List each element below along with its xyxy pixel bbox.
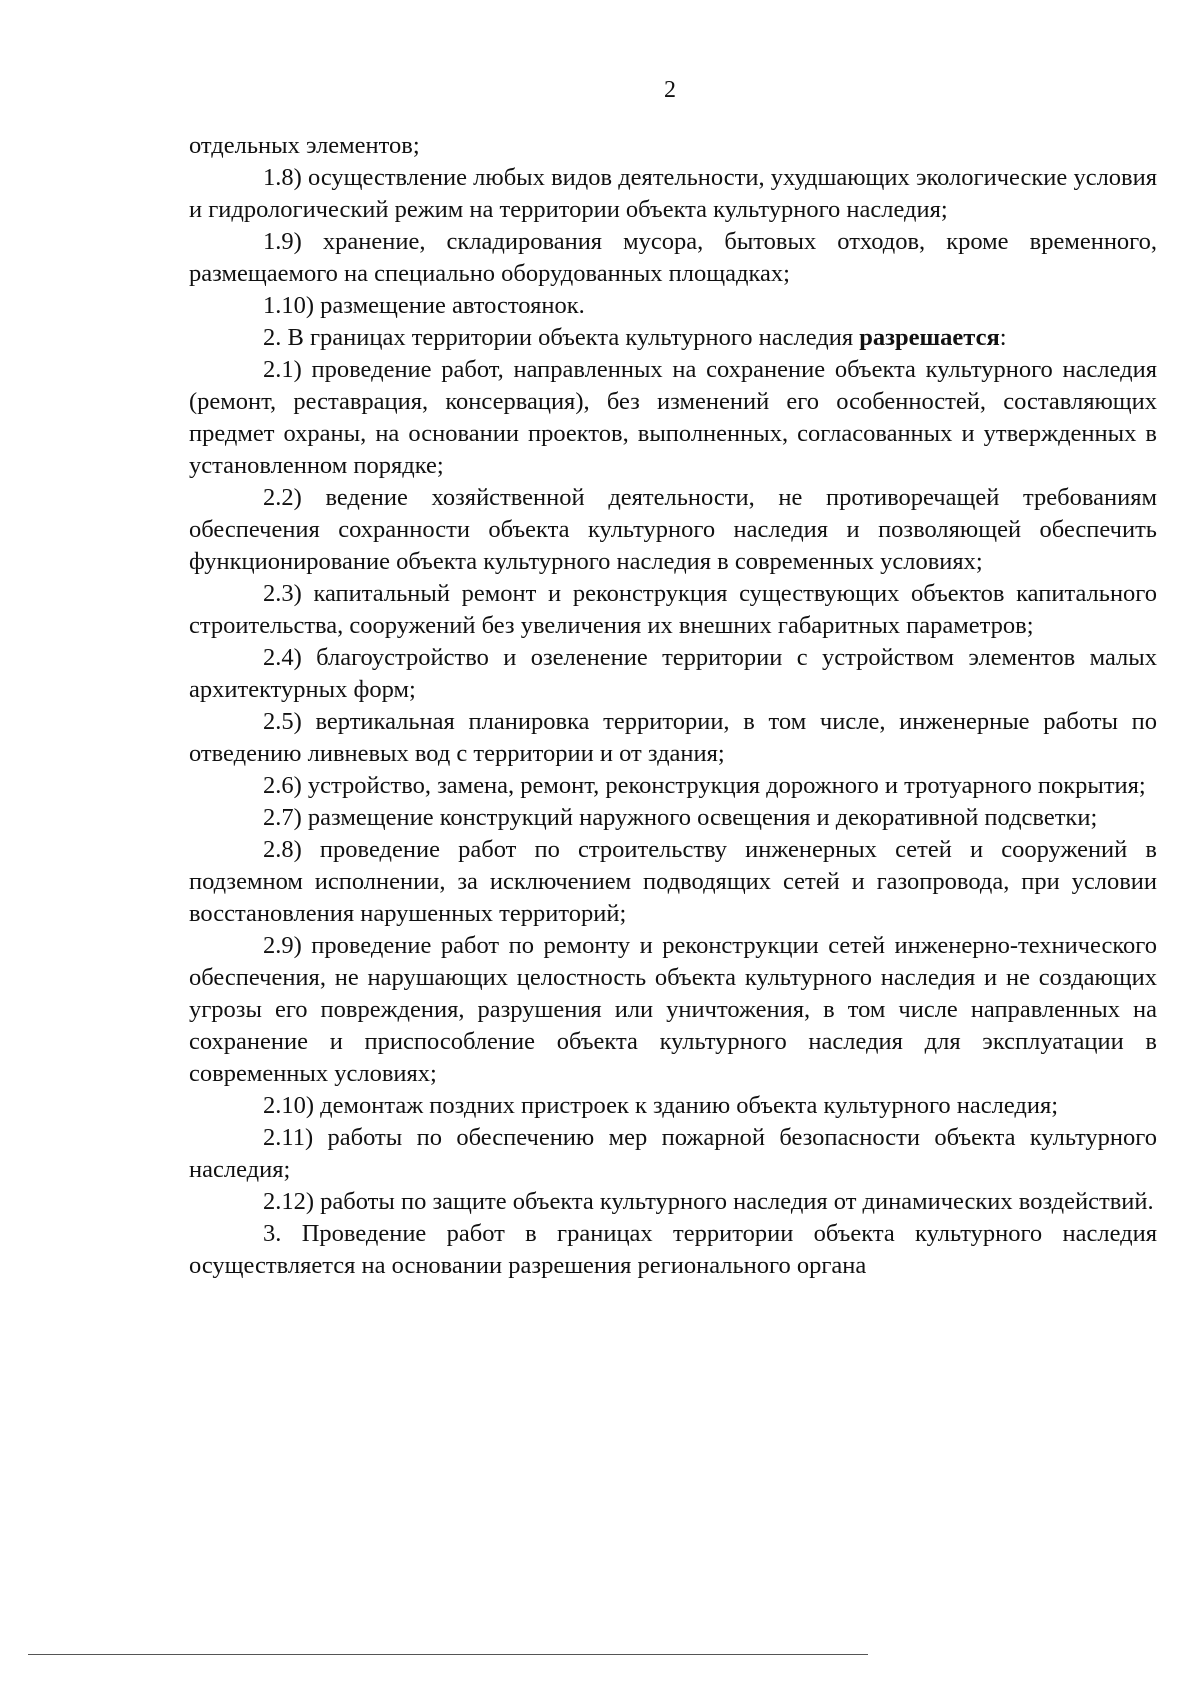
- paragraph-text: 2.4) благоустройство и озеленение территории с устройством элементов малых архитектурных форм;: [189, 644, 1157, 703]
- paragraph-text: 2.5) вертикальная планировка территории, в том числе, инженерные работы по отведению ливневых вод с территории и от здания;: [189, 708, 1157, 767]
- paragraph: [189, 930, 1157, 1090]
- paragraph-text: 2.1) проведение работ, направленных на сохранение объекта культурного наследия (ремонт, реставрация, консервация), без изменений его особенностей, составляющих предмет охраны, на основании проектов, выполненных, согласованных и утвержденных в установленном порядке;: [189, 356, 1157, 479]
- paragraph: [189, 1122, 1157, 1186]
- paragraph: [189, 322, 1157, 354]
- paragraph: [189, 482, 1157, 578]
- paragraph: [189, 802, 1157, 834]
- paragraph: [189, 642, 1157, 706]
- paragraph-text: 2.12) работы по защите объекта культурного наследия от динамических воздействий.: [263, 1188, 1154, 1215]
- paragraph: [189, 162, 1157, 226]
- page-number: 2: [664, 77, 676, 103]
- paragraph: [189, 226, 1157, 290]
- paragraph-bold-text: разрешается: [859, 324, 1000, 351]
- paragraph-text: 1.9) хранение, складирования мусора, бытовых отходов, кроме временного, размещаемого на специально оборудованных площадках;: [189, 228, 1157, 287]
- paragraph-text: отдельных элементов;: [189, 132, 420, 159]
- paragraph-text: 2.10) демонтаж поздних пристроек к зданию объекта культурного наследия;: [263, 1092, 1059, 1119]
- paragraph-text: 1.10) размещение автостоянок.: [263, 292, 585, 319]
- paragraph-text: 2.9) проведение работ по ремонту и реконструкции сетей инженерно-технического обеспечения, не нарушающих целостность объекта культурного наследия и не создающих угрозы его повреждения, разрушения или уничтожения, в том числе направленных на сохранение и приспособление объекта культурного наследия для эксплуатации в современных условиях;: [189, 932, 1157, 1087]
- paragraph: [189, 354, 1157, 482]
- paragraph-text: 2.11) работы по обеспечению мер пожарной безопасности объекта культурного наследия;: [189, 1124, 1157, 1183]
- paragraph: [189, 1090, 1157, 1122]
- document-body: [189, 130, 1157, 1282]
- paragraph-text: 3. Проведение работ в границах территории объекта культурного наследия осуществляется на основании разрешения регионального органа: [189, 1220, 1157, 1279]
- paragraph-text: 2.3) капитальный ремонт и реконструкция существующих объектов капитального строительства, сооружений без увеличения их внешних габаритных параметров;: [189, 580, 1157, 639]
- paragraph-text: 2.7) размещение конструкций наружного освещения и декоративной подсветки;: [263, 804, 1098, 831]
- paragraph-text: 2.6) устройство, замена, ремонт, реконструкция дорожного и тротуарного покрытия;: [263, 772, 1146, 799]
- paragraph: [189, 1186, 1157, 1218]
- paragraph: [189, 290, 1157, 322]
- paragraph: [189, 770, 1157, 802]
- paragraph: [189, 834, 1157, 930]
- paragraph-text: 2. В границах территории объекта культурного наследия: [263, 324, 860, 351]
- paragraph: [189, 578, 1157, 642]
- paragraph: [189, 706, 1157, 770]
- paragraph-text: 2.8) проведение работ по строительству инженерных сетей и сооружений в подземном исполнении, за исключением подводящих сетей и газопровода, при условии восстановления нарушенных территорий;: [189, 836, 1157, 927]
- paragraph: [189, 1218, 1157, 1282]
- paragraph-text: 1.8) осуществление любых видов деятельности, ухудшающих экологические условия и гидрологический режим на территории объекта культурного наследия;: [189, 164, 1157, 223]
- paragraph-text-end: :: [999, 324, 1007, 351]
- paragraph-text: 2.2) ведение хозяйственной деятельности, не противоречащей требованиям обеспечения сохранности объекта культурного наследия и позволяющей обеспечить функционирование объекта культурного наследия в современных условиях;: [189, 484, 1157, 575]
- paragraph: [189, 130, 1157, 162]
- bottom-rule: [28, 1654, 868, 1655]
